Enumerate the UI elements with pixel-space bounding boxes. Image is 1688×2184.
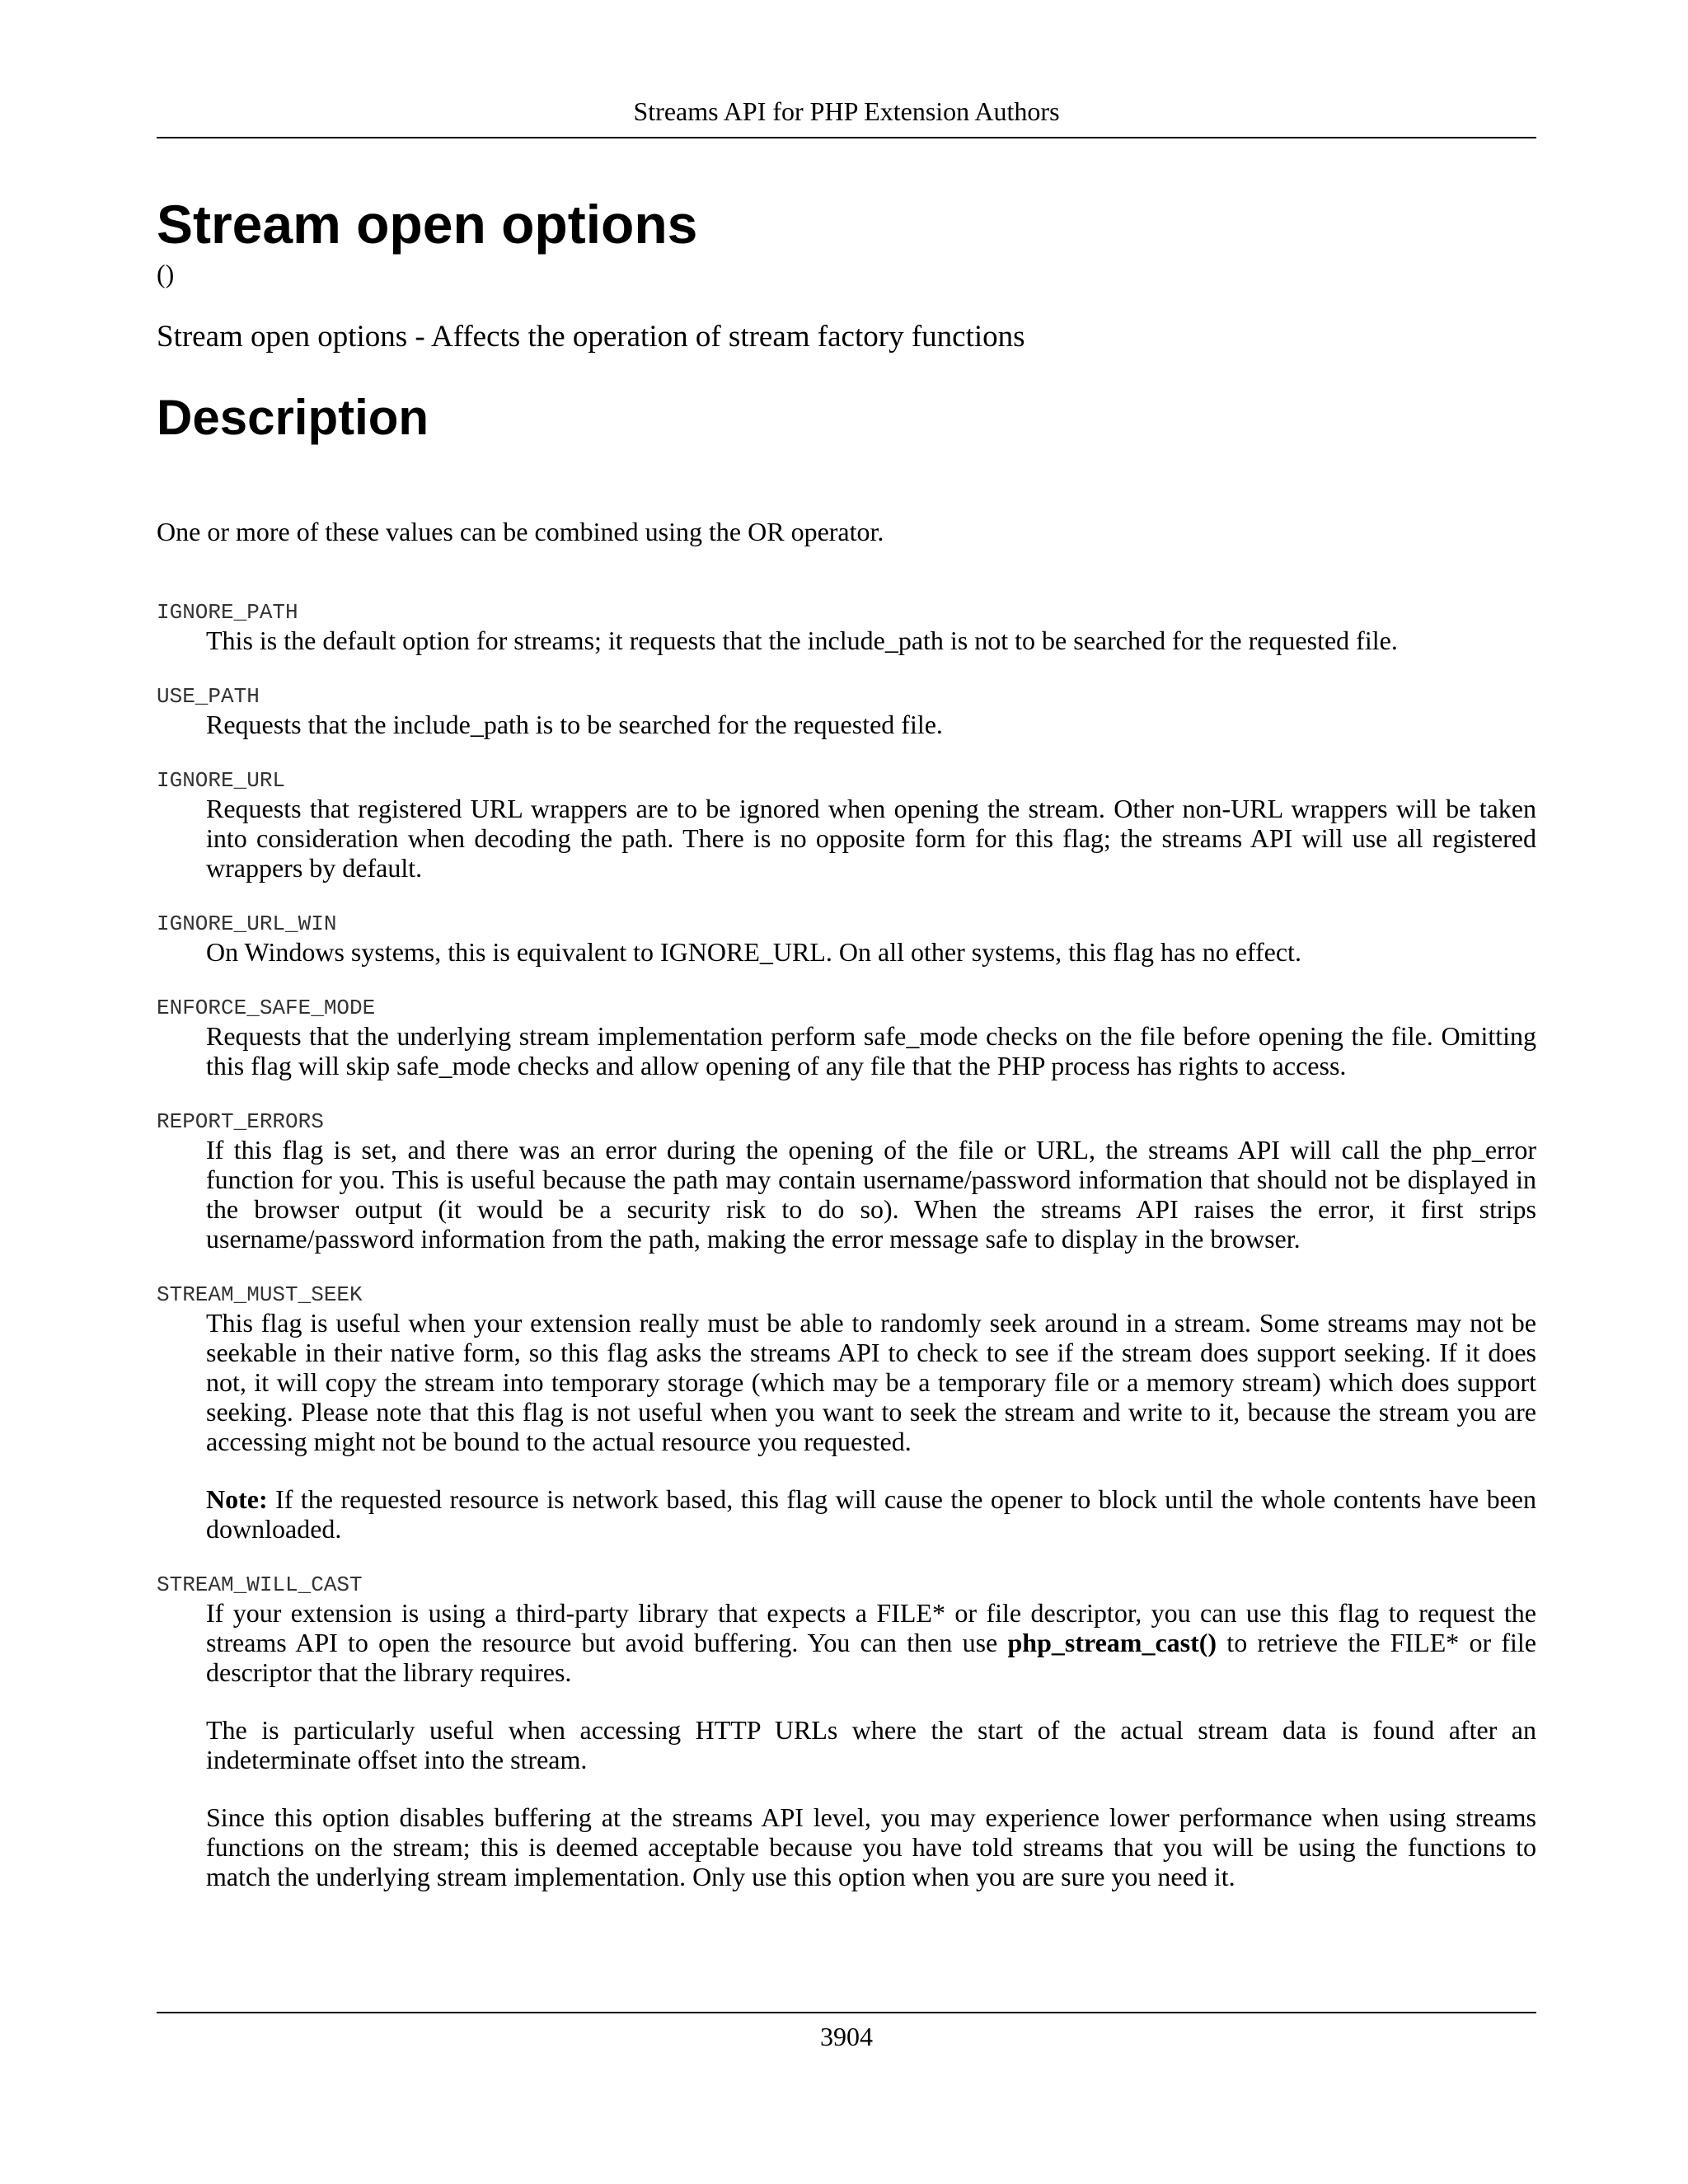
option-description [206,710,1536,739]
description-intro: One or more of these values can be combined using the OR operator. [157,517,884,546]
footer-rule [157,2012,1536,2013]
paragraph-text: to retrieve the FILE* or file descriptor that the library requires. [206,1628,1537,1687]
note-text: If the requested resource is network based, this flag will cause the opener to block until the whole contents have been downloaded. [206,1484,1536,1544]
option-name: STREAM_MUST_SEEK [157,1282,363,1307]
page-number: 3904 [820,2022,873,2051]
option-name: IGNORE_URL [157,768,286,793]
option-name: ENFORCE_SAFE_MODE [157,996,376,1020]
ref-purpose: Stream open options - Affects the operation of stream factory functions [157,320,1025,354]
function-name: php_stream_cast() [1007,1628,1217,1657]
option-name: REPORT_ERRORS [157,1109,324,1134]
option-description [206,1135,1536,1254]
option-name: STREAM_WILL_CAST [157,1572,363,1597]
option-paragraph [206,1598,1536,1687]
header-rule [157,137,1536,138]
description-heading: Description [157,390,429,445]
title-parens: () [157,259,175,288]
option-name: IGNORE_PATH [157,600,298,625]
running-header: Streams API for PHP Extension Authors [633,96,1060,126]
option-description [206,1021,1536,1080]
note-label: Note: [206,1484,268,1514]
option-paragraph: Requests that the underlying stream implementation perform safe_mode checks on the file before opening the file. Omitting this flag will skip safe_mode checks and allow opening of any file that the PHP process has rights to access. [206,1021,1536,1080]
option-paragraph: Requests that the include_path is to be searched for the requested file. [206,710,943,739]
paragraph-text: If your extension is using a third-party library that expects a FILE* or file descriptor, you can use this flag to request the streams API to open the resource but avoid buffering. You can then use [206,1598,1536,1657]
page-content [157,191,1536,1919]
option-paragraph: The is particularly useful when accessing HTTP URLs where the start of the actual stream data is found after an indeterminate offset into the stream. [206,1715,1536,1774]
option-paragraph: Since this option disables buffering at the streams API level, you may experience lower performance when using streams functions on the stream; this is deemed acceptable because you have told streams that you will be using the functions to match the underlying stream implementation. Only use this option when you are sure you need it. [206,1802,1536,1891]
option-description [206,626,1536,655]
option-description [206,794,1536,883]
note [206,1484,1536,1544]
page-title: Stream open options [157,194,698,255]
option-paragraph: This is the default option for streams; it requests that the include_path is not to be searched for the requested file. [206,626,1398,655]
option-paragraph: This flag is useful when your extension really must be able to randomly seek around in a stream. Some streams may not be seekable in their native form, so this flag asks the streams API to check to see if the stream does support seeking. If it does not, it will copy the stream into temporary storage (which may be a temporary file or a memory stream) which does support seeking. Please note that this flag is not useful when you want to seek the stream and write to it, because the stream you are accessing might not be bound to the actual resource you requested. [206,1308,1536,1456]
options-list [157,599,1536,1891]
option-description [206,1308,1536,1544]
option-name: IGNORE_URL_WIN [157,912,337,936]
option-name: USE_PATH [157,684,260,709]
option-paragraph: Requests that registered URL wrappers are to be ignored when opening the stream. Other non-URL wrappers will be taken into consideration when decoding the path. There is no opposite form for this flag; the streams API will use all registered wrappers by default. [206,794,1536,883]
option-paragraph: On Windows systems, this is equivalent to IGNORE_URL. On all other systems, this flag has no effect. [206,937,1301,967]
option-paragraph: If this flag is set, and there was an error during the opening of the file or URL, the streams API will call the php_error function for you. This is useful because the path may contain username/password information that should not be displayed in the browser output (it would be a security risk to do so). When the streams API raises the error, it first strips username/password information from the path, making the error message safe to display in the browser. [206,1135,1536,1254]
option-description [206,1598,1536,1891]
option-description [206,937,1536,967]
